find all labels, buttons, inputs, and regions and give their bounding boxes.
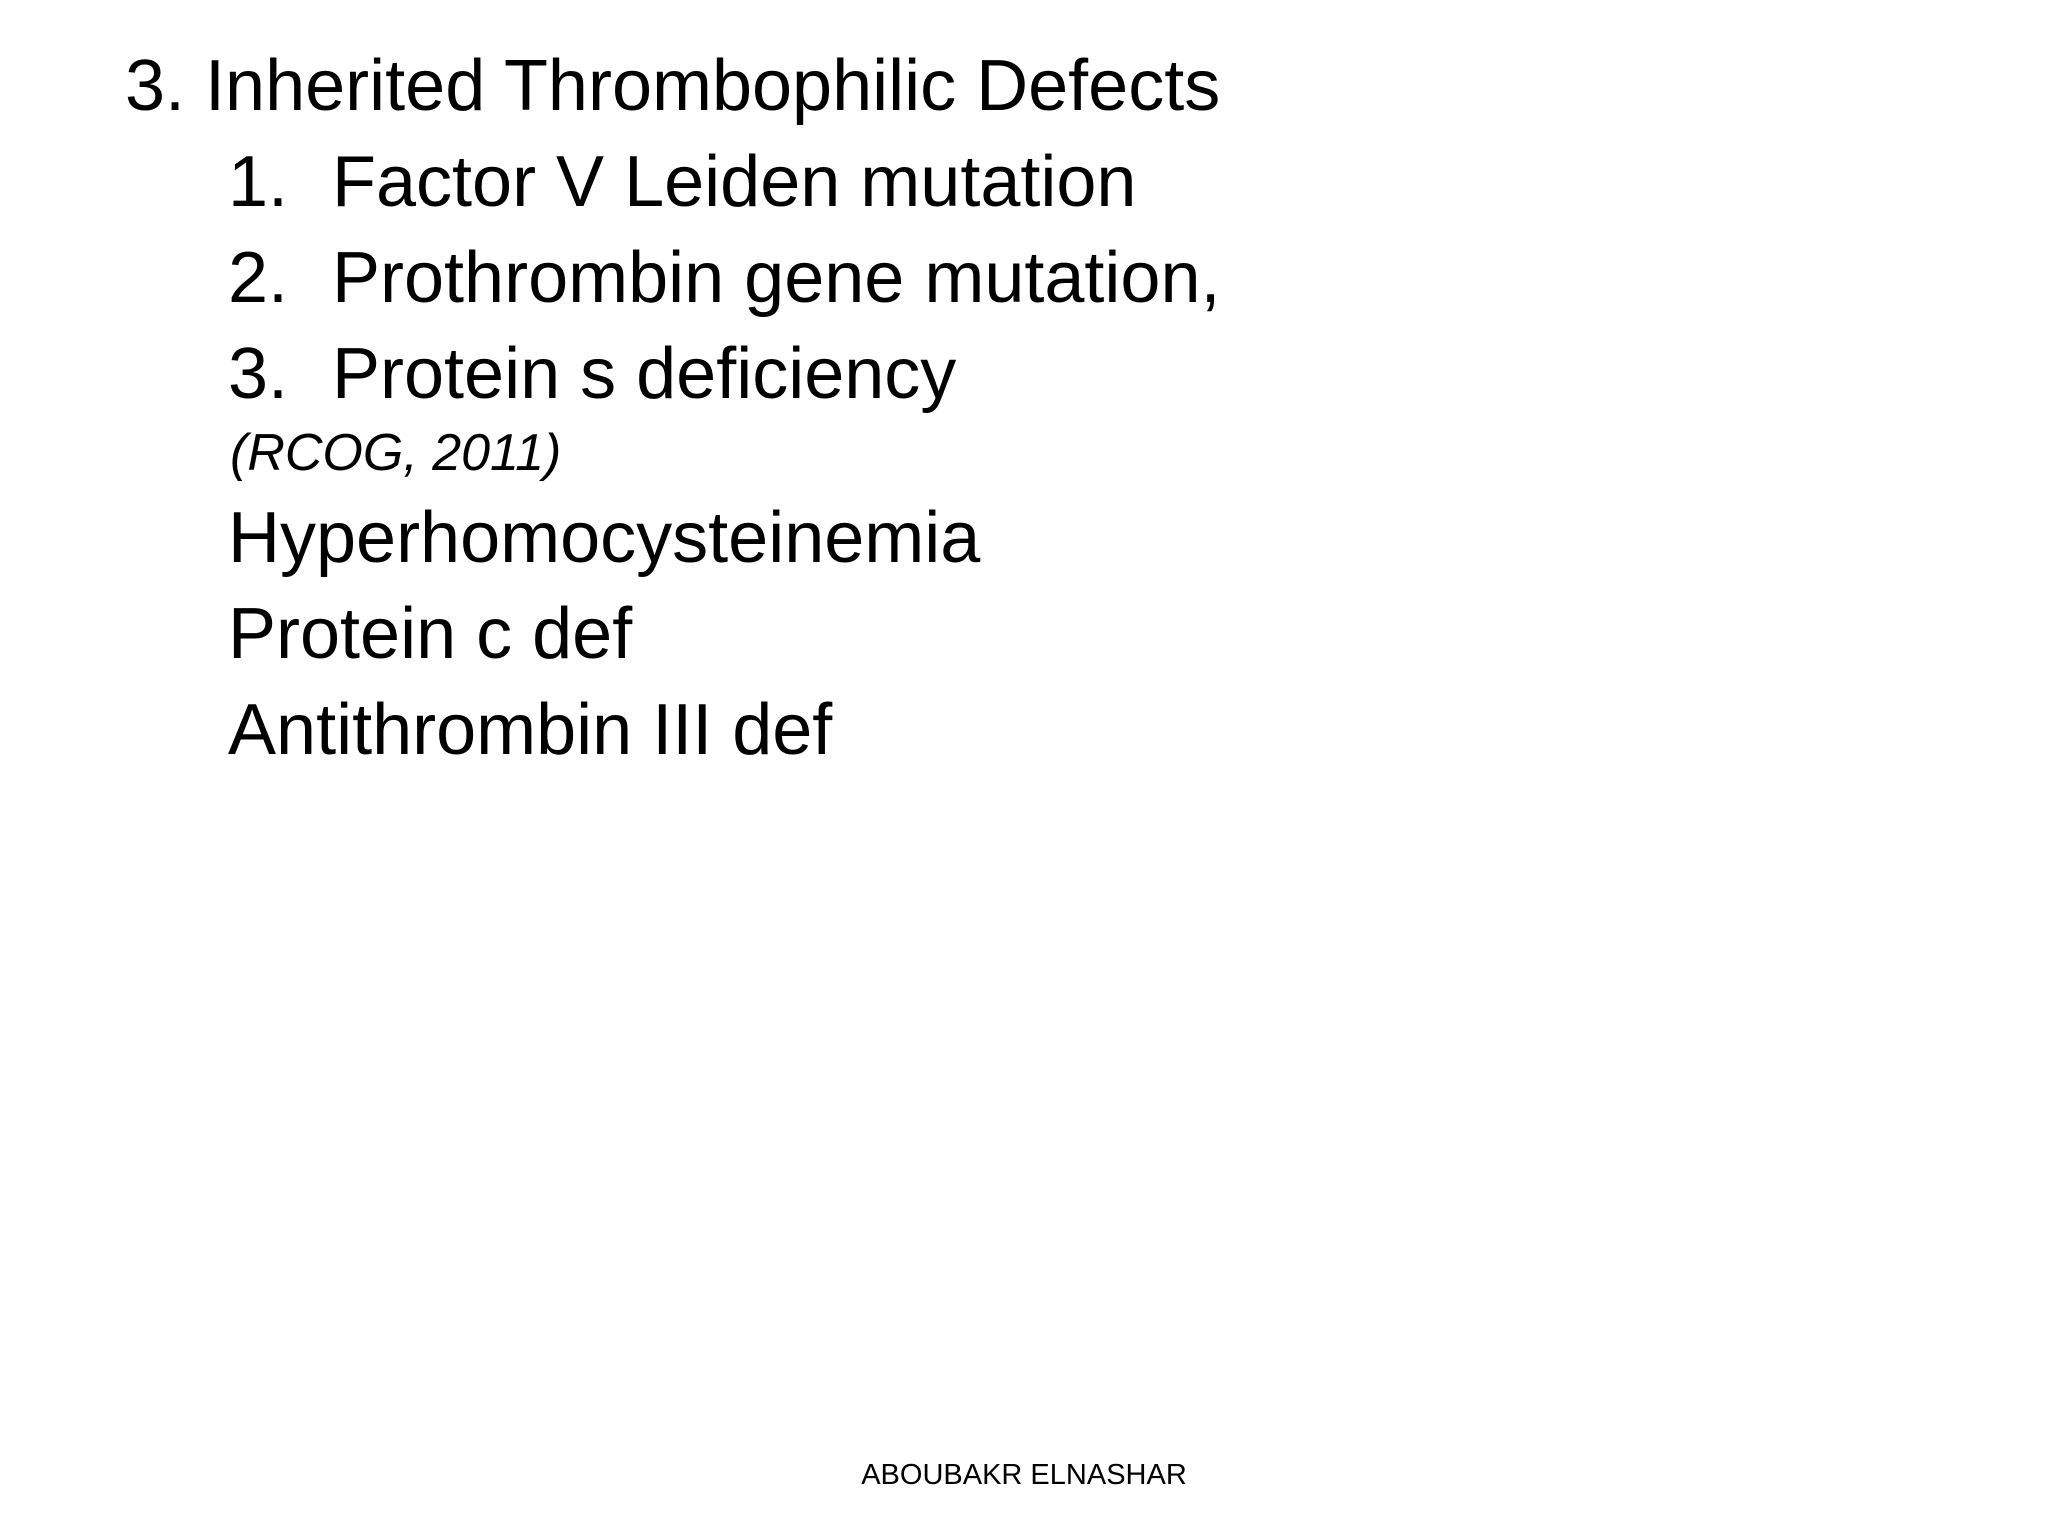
- footer-author: ABOUBAKR ELNASHAR: [861, 1459, 1187, 1491]
- list-item-text: Protein s deficiency: [332, 334, 957, 414]
- extra-item: Antithrombin III def: [228, 690, 833, 770]
- list-item-text: Prothrombin gene mutation,: [332, 238, 1221, 318]
- list-item-text: Factor V Leiden mutation: [332, 142, 1137, 222]
- list-item-number: 2.: [228, 238, 289, 318]
- list-item: [228, 230, 1221, 326]
- list-item-number: 1.: [228, 142, 289, 222]
- numbered-list: [228, 134, 1221, 422]
- list-item: [228, 326, 1221, 422]
- list-item: [228, 134, 1221, 230]
- extra-item: Protein c def: [228, 594, 633, 674]
- extra-item: Hyperhomocysteinemia: [228, 498, 981, 578]
- list-item-number: 3.: [228, 334, 289, 414]
- citation: (RCOG, 2011): [230, 424, 562, 482]
- slide-heading: 3. Inherited Thrombophilic Defects: [125, 46, 1221, 126]
- extra-list: [228, 490, 980, 778]
